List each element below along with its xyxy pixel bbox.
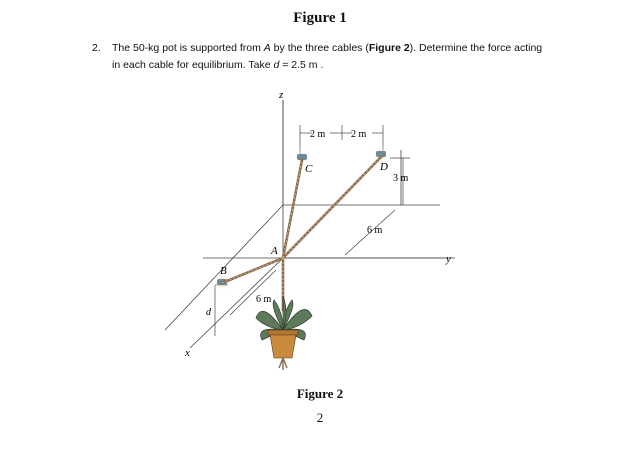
point-d-label: D xyxy=(380,161,388,173)
point-a-label: A xyxy=(271,245,278,257)
dim-2m-right: 2 m xyxy=(351,129,367,140)
pot xyxy=(268,330,298,358)
dim-2m-left: 2 m xyxy=(310,129,326,140)
point-c-label: C xyxy=(305,163,313,175)
figure-1-title: Figure 1 xyxy=(293,10,347,26)
rope-end xyxy=(279,358,287,370)
axis-z-label: z xyxy=(279,89,284,101)
problem-text-4: in each cable for equilibrium. Take xyxy=(112,59,274,71)
problem-text-5: = 2.5 m . xyxy=(279,59,324,71)
dim-3m: 3 m xyxy=(393,173,409,184)
problem-var-d: d xyxy=(273,59,280,71)
dimension-d xyxy=(215,285,228,336)
page-number: 2 xyxy=(316,410,324,425)
problem-text-2: by the three cables ( xyxy=(270,42,369,54)
problem-number: 2. xyxy=(92,42,101,54)
axis-x-label: x xyxy=(185,347,190,359)
dim-6m-right: 6 m xyxy=(367,225,383,236)
problem-text-1: The 50-kg pot is supported from xyxy=(112,42,264,54)
figure-2-caption: Figure 2 xyxy=(296,386,344,401)
axis-y-label: y xyxy=(446,253,451,265)
problem-text xyxy=(112,40,562,74)
problem-figure-ref: Figure 2 xyxy=(368,42,410,54)
figure-2-diagram xyxy=(150,82,490,382)
cables xyxy=(222,157,381,310)
problem-point-a: A xyxy=(263,42,271,54)
point-b-label: B xyxy=(220,265,227,277)
problem-text-3: ). Determine the force acting xyxy=(409,42,543,54)
dim-d: d xyxy=(206,307,211,318)
dim-6m-left: 6 m xyxy=(256,294,272,305)
